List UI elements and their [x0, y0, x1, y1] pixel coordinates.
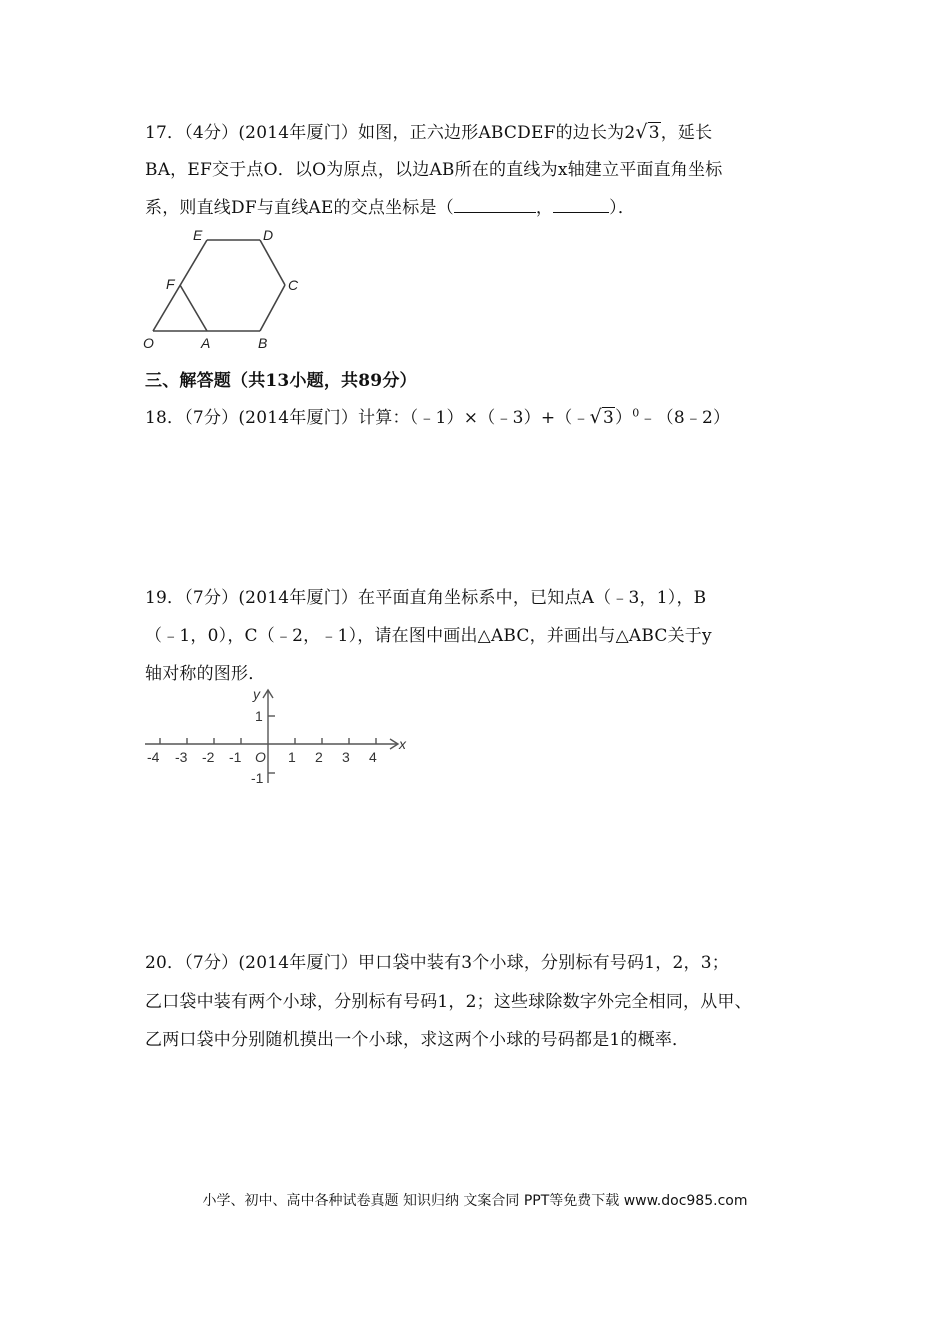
q17-text-3b: ， [535, 198, 554, 218]
q18-radicand: 3 [602, 408, 615, 428]
q17-line-3 [145, 193, 635, 218]
x-tick-label: -4 [147, 749, 160, 765]
q18-close: ） [615, 408, 633, 428]
hexagon-figure [135, 222, 310, 354]
q17-radicand: 3 [648, 123, 660, 143]
label-c: C [288, 277, 299, 293]
q20-line-1: 20．（7分）(2014年厦门）甲口袋中装有3个小球，分别标有号码1，2，3； [145, 953, 729, 973]
q18-exponent: 0 [632, 406, 640, 420]
x-tick-label: 4 [369, 749, 377, 765]
answer-blank-y[interactable] [553, 198, 609, 213]
q19-line-1: 19．（7分）(2014年厦门）在平面直角坐标系中，已知点A（﹣3，1），B [145, 588, 707, 608]
y-tick-label-neg1: -1 [251, 770, 264, 786]
q17-sqrt: √3 [635, 121, 660, 143]
y-tick-label-1: 1 [255, 708, 263, 724]
label-d: D [263, 227, 274, 243]
q17-text-3a: 系，则直线DF与直线AE的交点坐标是（ [145, 198, 454, 218]
x-tick-label: -2 [202, 749, 215, 765]
q19-line-2: （﹣1，0），C（﹣2，﹣1），请在图中画出△ABC，并画出与△ABC关于y [145, 626, 712, 646]
origin-label: O [255, 749, 266, 765]
y-axis-label: y [253, 686, 260, 702]
hexagon-edge-fa [180, 285, 207, 331]
q20-line-2: 乙口袋中装有两个小球，分别标有号码1，2；这些球除数字外完全相同，从甲、 [145, 992, 752, 1012]
hexagon-edge-cb [260, 285, 285, 331]
hexagon-edge-dc [260, 240, 285, 285]
label-f: F [166, 276, 175, 292]
x-tick-label: 2 [315, 749, 323, 765]
label-a: A [201, 335, 211, 351]
q17-text-3c: ）． [609, 198, 636, 218]
answer-blank-x[interactable] [454, 198, 536, 213]
q18-text-a: 18．（7分）(2014年厦门）计算：（﹣1）×（﹣3）+（﹣ [145, 408, 590, 428]
q18-line [145, 403, 730, 428]
footer-text: 小学、初中、高中各种试卷真题 知识归纳 文案合同 PPT等免费下载 www.doc985.com [202, 1193, 748, 1209]
x-tick-label: 3 [342, 749, 350, 765]
q17-text-1b: ，延长 [660, 123, 713, 143]
q19-line-3: 轴对称的图形． [145, 664, 266, 684]
coordinate-axes [135, 685, 410, 790]
x-axis-label: x [399, 736, 406, 752]
x-tick-label: 1 [288, 749, 296, 765]
q17-text-1: 17．（4分）(2014年厦门）如图，正六边形ABCDEF的边长为2 [145, 123, 636, 143]
x-tick-label: -1 [229, 749, 242, 765]
section-heading: 三、解答题（共13小题，共89分） [145, 371, 417, 391]
label-o: O [143, 335, 154, 351]
x-tick-label: -3 [175, 749, 188, 765]
label-e: E [193, 227, 203, 243]
q20-line-3: 乙两口袋中分别随机摸出一个小球，求这两个小球的号码都是1的概率． [145, 1030, 690, 1050]
q18-sqrt: √3 [589, 406, 615, 428]
q17-line-2: BA，EF交于点O．以O为原点，以边AB所在的直线为x轴建立平面直角坐标 [145, 160, 723, 180]
label-b: B [258, 335, 268, 351]
q18-text-b: ﹣（8﹣2） [639, 408, 731, 428]
q17-line-1 [145, 118, 712, 143]
